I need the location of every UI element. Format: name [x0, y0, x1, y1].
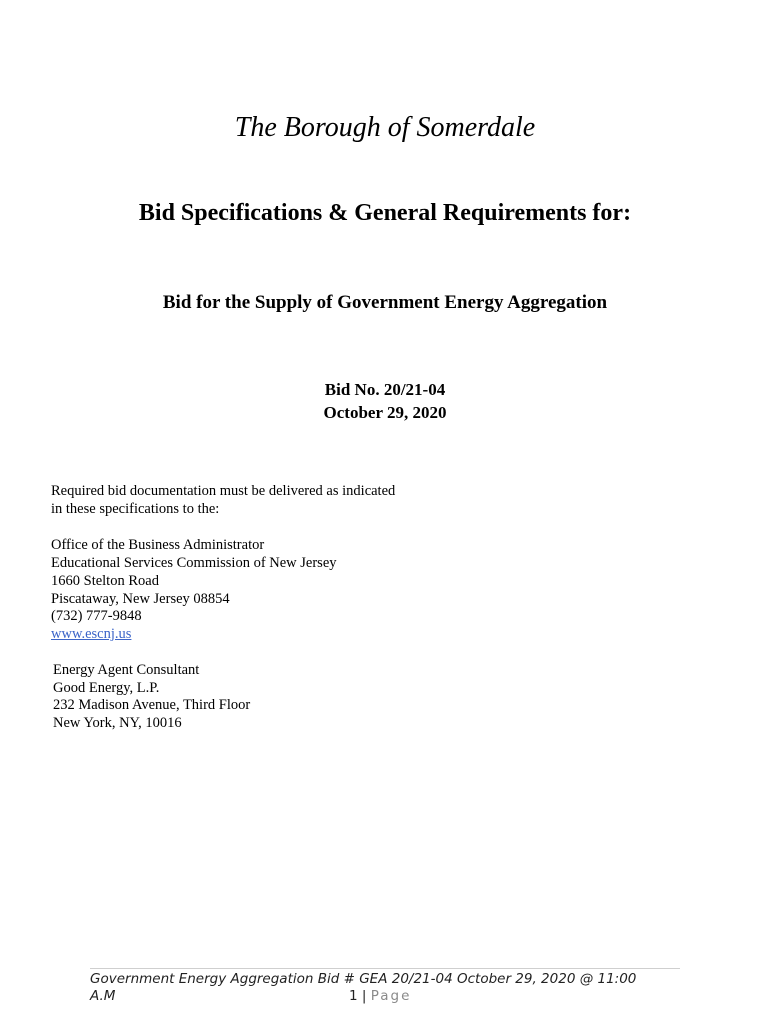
administrator-website-link[interactable]: www.escnj.us — [51, 626, 132, 642]
bid-number: Bid No. 20/21-04 — [324, 380, 446, 399]
administrator-city: Piscataway, New Jersey 08854 — [51, 591, 230, 607]
borough-title: The Borough of Somerdale — [234, 112, 536, 143]
page-separator: | — [361, 988, 367, 1004]
page-label: Page — [370, 988, 412, 1004]
consultant-role: Energy Agent Consultant — [53, 662, 200, 678]
administrator-phone: (732) 777-9848 — [51, 608, 142, 624]
footer-page-indicator — [349, 988, 411, 1005]
bid-date: October 29, 2020 — [323, 403, 447, 422]
administrator-organization: Educational Services Commission of New Jersey — [51, 555, 337, 571]
consultant-company: Good Energy, L.P. — [53, 680, 160, 696]
footer-divider — [90, 968, 680, 969]
delivery-intro-line: in these specifications to the: — [51, 501, 220, 517]
page-number: 1 — [349, 988, 358, 1004]
administrator-office: Office of the Business Administrator — [51, 537, 265, 553]
delivery-intro-line: Required bid documentation must be delivered as indicated — [51, 483, 396, 499]
administrator-street: 1660 Stelton Road — [51, 573, 159, 589]
document-subtitle: Bid for the Supply of Government Energy Aggregation — [162, 292, 608, 313]
footer-bid-reference: Government Energy Aggregation Bid # GEA 20/21-04 October 29, 2020 @ 11:00 — [90, 971, 637, 987]
consultant-city: New York, NY, 10016 — [53, 715, 182, 731]
consultant-street: 232 Madison Avenue, Third Floor — [53, 697, 251, 713]
footer-bid-reference-continued: A.M — [90, 988, 116, 1004]
document-title: Bid Specifications & General Requirements for: — [138, 200, 632, 226]
